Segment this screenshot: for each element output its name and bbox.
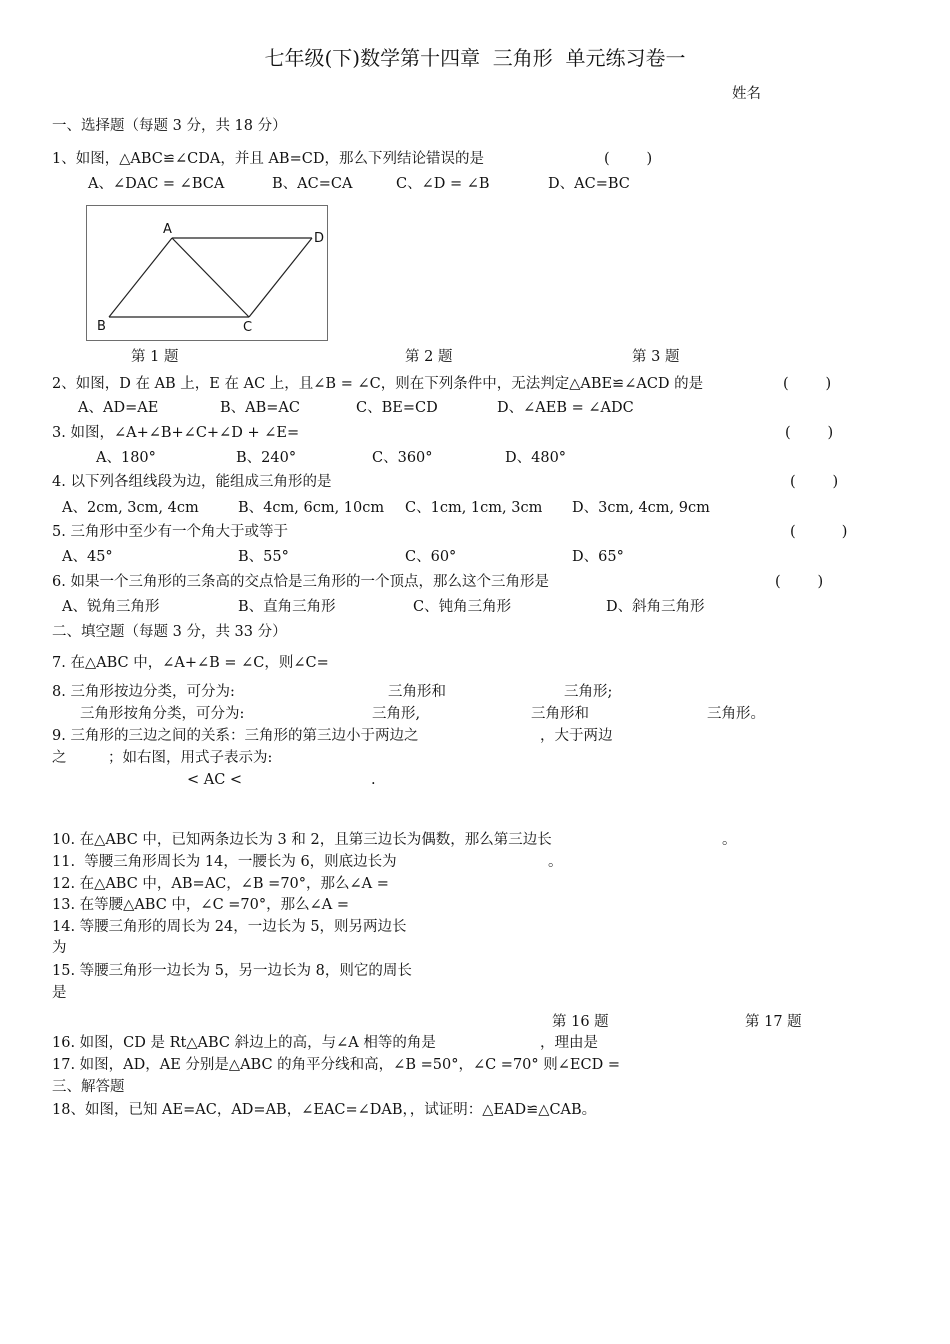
option-c: C、60°	[405, 549, 457, 565]
option-d: D、65°	[572, 549, 624, 565]
question-stem: 14. 等腰三角形的周长为 24，一边长为 5，则另两边长	[52, 919, 407, 935]
figure-caption: 第 2 题	[405, 349, 453, 365]
question-stem: 1、如图，△ABC≌∠CDA，并且 AB=CD，那么下列结论错误的是	[52, 151, 484, 167]
option-d: D、480°	[505, 450, 567, 466]
option-a: A、2cm, 3cm, 4cm	[62, 500, 199, 516]
option-a: A、45°	[62, 549, 113, 565]
option-d: D、斜角三角形	[606, 599, 705, 615]
figure-caption: 第 3 题	[632, 349, 680, 365]
question-stem: 3. 如图，∠A+∠B+∠C+∠D + ∠E=	[52, 425, 300, 441]
segment-cd	[249, 238, 312, 317]
fill-text: 三角形;	[564, 684, 613, 700]
question-stem: 11. 等腰三角形周长为 14，一腰长为 6，则底边长为	[52, 854, 397, 870]
fill-text: ，大于两边	[540, 728, 613, 744]
option-c: C、BE=CD	[356, 400, 438, 416]
question-stem: 16. 如图，CD 是 Rt△ABC 斜边上的高，与∠A 相等的角是	[52, 1035, 436, 1051]
figure-svg	[87, 206, 327, 340]
vertex-label-a: A	[163, 222, 172, 237]
answer-paren: ( )	[790, 474, 839, 490]
question-stem: 13. 在等腰△ABC 中，∠C =70°，那么∠A =	[52, 897, 350, 913]
question-stem: 10. 在△ABC 中，已知两条边长为 3 和 2，且第三边长为偶数，那么第三边长	[52, 832, 552, 848]
option-c: C、钝角三角形	[413, 599, 512, 615]
figure-caption: 第 16 题	[552, 1014, 609, 1030]
question-stem: 8. 三角形按边分类，可分为:	[52, 684, 235, 700]
question-stem: 2、如图，D 在 AB 上，E 在 AC 上，且∠B = ∠C，则在下列条件中，无法判定△ABE≌∠ACD 的是	[52, 376, 704, 392]
fill-text: 。	[548, 854, 563, 870]
option-c: C、360°	[372, 450, 433, 466]
option-a: A、180°	[96, 450, 156, 466]
question-stem: 4. 以下列各组线段为边，能组成三角形的是	[52, 474, 332, 490]
answer-paren: ( )	[604, 151, 653, 167]
section-heading: 二、填空题（每题 3 分，共 33 分）	[52, 624, 287, 640]
option-c: C、∠D = ∠B	[396, 176, 490, 192]
option-b: B、240°	[236, 450, 297, 466]
option-b: B、4cm, 6cm, 10cm	[238, 500, 385, 516]
question-stem: 17. 如图，AD，AE 分别是△ABC 的角平分线和高，∠B =50°，∠C =70° 则∠ECD =	[52, 1057, 620, 1073]
question-stem: 三角形按角分类，可分为:	[80, 706, 245, 722]
option-d: D、∠AEB = ∠ADC	[497, 400, 634, 416]
option-a: A、锐角三角形	[62, 599, 160, 615]
page-title: 七年级(下)数学第十四章 三角形 单元练习卷一	[264, 46, 686, 70]
question-stem: 9. 三角形的三边之间的关系：三角形的第三边小于两边之	[52, 728, 419, 744]
question-stem: 7. 在△ABC 中，∠A+∠B = ∠C，则∠C=	[52, 655, 329, 671]
name-label: 姓名	[732, 86, 761, 102]
fill-text: 三角形和	[388, 684, 446, 700]
option-b: B、AB=AC	[220, 400, 300, 416]
figure-caption: 第 17 题	[745, 1014, 802, 1030]
fill-text: 三角形和	[531, 706, 589, 722]
option-d: D、AC=BC	[548, 176, 630, 192]
option-c: C、1cm, 1cm, 3cm	[405, 500, 543, 516]
question-stem: 12. 在△ABC 中，AB=AC，∠B =70°，那么∠A =	[52, 876, 389, 892]
option-a: A、∠DAC = ∠BCA	[88, 176, 225, 192]
question-stem: 是	[52, 985, 67, 1001]
option-d: D、3cm, 4cm, 9cm	[572, 500, 710, 516]
question-stem: 为	[52, 940, 67, 956]
option-b: B、直角三角形	[238, 599, 336, 615]
formula-text: < AC <	[187, 772, 243, 788]
formula-text: .	[371, 772, 376, 788]
answer-paren: ( )	[790, 524, 848, 540]
answer-paren: ( )	[783, 376, 832, 392]
question-stem: 之 ；如右图，用式子表示为:	[52, 750, 273, 766]
fill-text: 三角形,	[372, 706, 421, 722]
option-b: B、AC=CA	[272, 176, 353, 192]
segment-ab	[109, 238, 172, 317]
figure-parallelogram	[86, 205, 328, 341]
section-heading: 三、解答题	[52, 1079, 125, 1095]
vertex-label-b: B	[97, 319, 106, 334]
answer-paren: ( )	[775, 574, 824, 590]
option-b: B、55°	[238, 549, 289, 565]
figure-caption: 第 1 题	[131, 349, 179, 365]
question-stem: 18、如图，已知 AE=AC，AD=AB，∠EAC=∠DAB，，试证明：△EAD≌△CAB。	[52, 1102, 597, 1118]
section-heading: 一、选择题（每题 3 分，共 18 分）	[52, 118, 287, 134]
fill-text: ，理由是	[540, 1035, 598, 1051]
question-stem: 6. 如果一个三角形的三条高的交点恰是三角形的一个顶点，那么这个三角形是	[52, 574, 549, 590]
fill-text: 。	[722, 832, 737, 848]
fill-text: 三角形。	[707, 706, 765, 722]
answer-paren: ( )	[785, 425, 834, 441]
question-stem: 5. 三角形中至少有一个角大于或等于	[52, 524, 288, 540]
question-stem: 15. 等腰三角形一边长为 5，另一边长为 8，则它的周长	[52, 963, 412, 979]
vertex-label-c: C	[243, 320, 253, 335]
option-a: A、AD=AE	[78, 400, 159, 416]
vertex-label-d: D	[314, 231, 325, 246]
segment-ac	[172, 238, 249, 317]
